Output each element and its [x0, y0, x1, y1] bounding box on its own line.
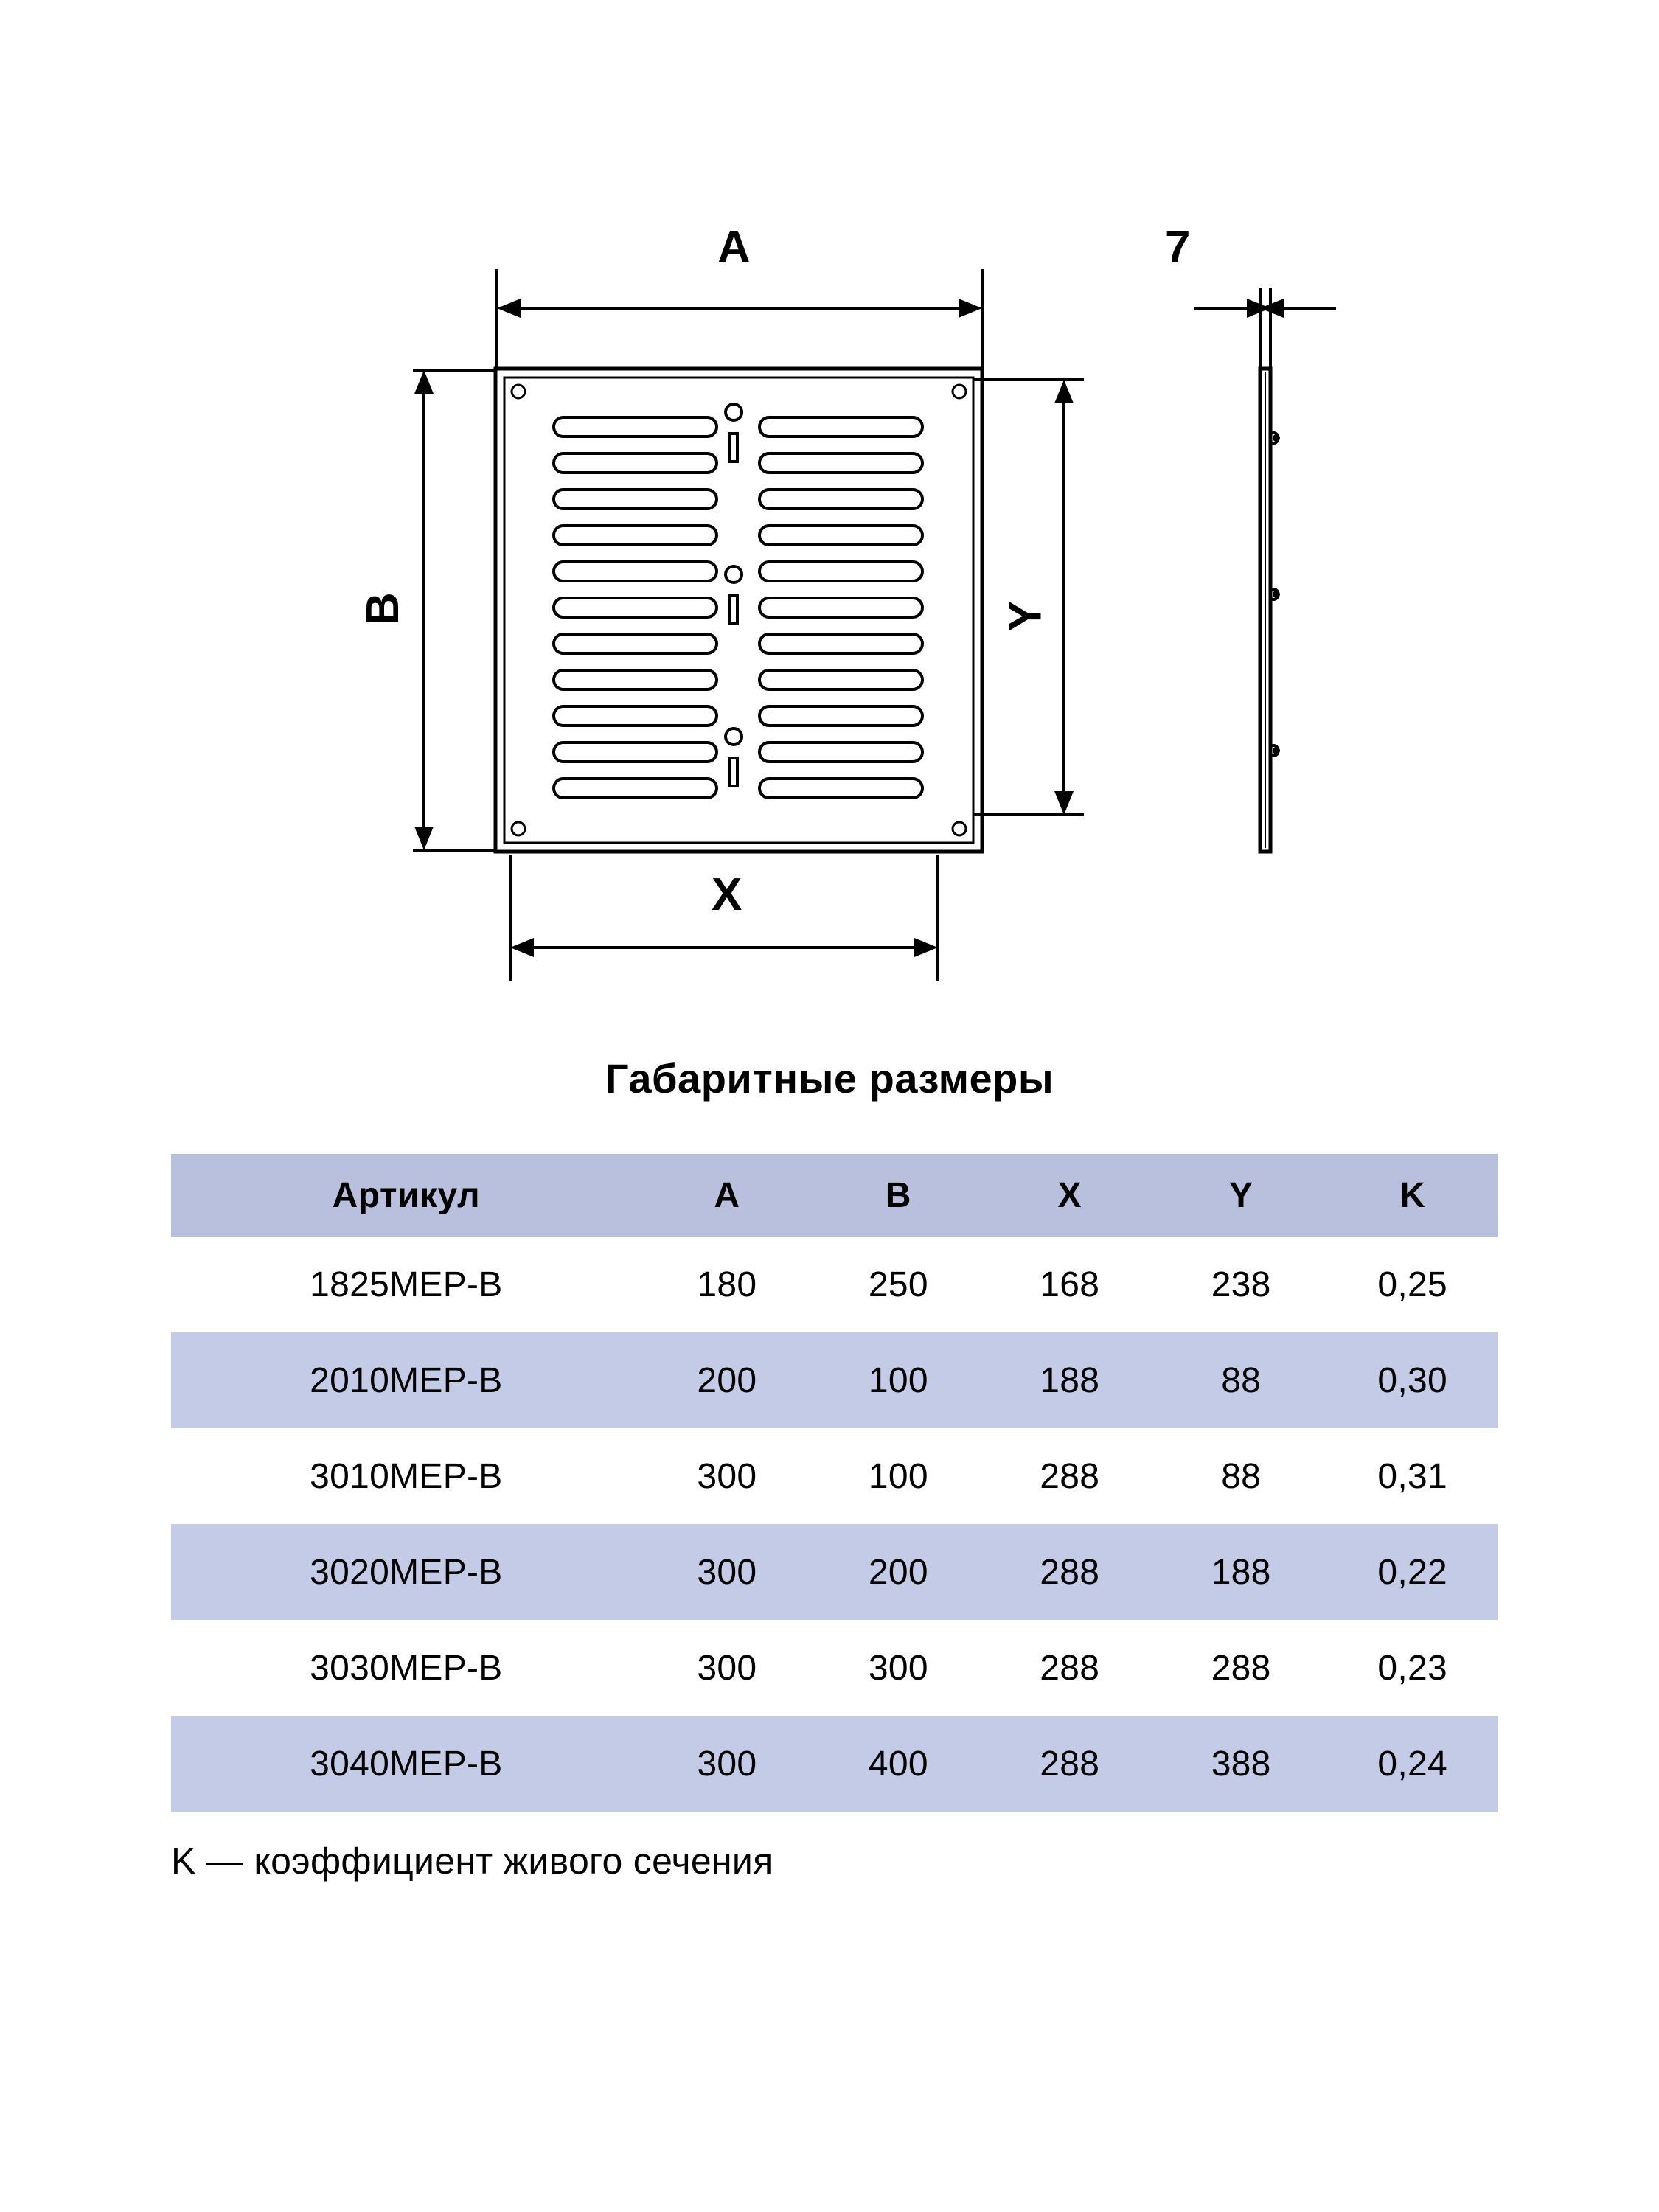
cell-y: 238	[1155, 1237, 1326, 1332]
table-header-article: Артикул	[171, 1154, 641, 1237]
dimension-y	[973, 380, 1084, 815]
cell-article: 3010МЕР-В	[171, 1428, 641, 1524]
table-row	[171, 1716, 1498, 1812]
cell-b: 100	[813, 1428, 984, 1524]
dimension-label-thickness: 7	[1165, 222, 1191, 273]
dimension-label-x: X	[712, 869, 742, 920]
cell-b: 200	[813, 1524, 984, 1620]
dimension-label-y: Y	[1000, 600, 1051, 632]
dimension-thickness	[1194, 288, 1336, 369]
table-row	[171, 1332, 1498, 1428]
table-note: K — коэффициент живого сечения	[171, 1840, 773, 1882]
cell-article: 1825МЕР-В	[171, 1237, 641, 1332]
cell-b: 400	[813, 1716, 984, 1812]
table-row	[171, 1237, 1498, 1332]
cell-y: 288	[1155, 1620, 1326, 1716]
cell-x: 288	[984, 1524, 1155, 1620]
table-row	[171, 1524, 1498, 1620]
cell-k: 0,22	[1326, 1524, 1498, 1620]
cell-k: 0,24	[1326, 1716, 1498, 1812]
table-header-b: B	[813, 1154, 984, 1237]
cell-b: 250	[813, 1237, 984, 1332]
table-header-k: K	[1326, 1154, 1498, 1237]
cell-article: 3020МЕР-В	[171, 1524, 641, 1620]
front-view-grille	[495, 369, 982, 852]
cell-a: 300	[641, 1620, 813, 1716]
cell-a: 300	[641, 1524, 813, 1620]
table-row	[171, 1620, 1498, 1716]
side-view-profile	[1260, 369, 1280, 852]
table-header-row	[171, 1154, 1498, 1237]
cell-a: 200	[641, 1332, 813, 1428]
dimensions-table	[171, 1154, 1498, 1812]
table-header-x: X	[984, 1154, 1155, 1237]
drawing-svg	[0, 0, 1659, 1018]
dimension-label-a: A	[717, 222, 751, 273]
cell-article: 2010МЕР-В	[171, 1332, 641, 1428]
dimension-b	[413, 370, 495, 850]
cell-x: 288	[984, 1428, 1155, 1524]
page-title: Габаритные размеры	[605, 1055, 1054, 1102]
cell-k: 0,31	[1326, 1428, 1498, 1524]
cell-x: 288	[984, 1620, 1155, 1716]
table-header-a: A	[641, 1154, 813, 1237]
cell-y: 88	[1155, 1428, 1326, 1524]
cell-a: 300	[641, 1428, 813, 1524]
cell-k: 0,25	[1326, 1237, 1498, 1332]
cell-k: 0,23	[1326, 1620, 1498, 1716]
cell-x: 188	[984, 1332, 1155, 1428]
cell-b: 300	[813, 1620, 984, 1716]
cell-article: 3030МЕР-В	[171, 1620, 641, 1716]
cell-y: 388	[1155, 1716, 1326, 1812]
cell-a: 180	[641, 1237, 813, 1332]
cell-k: 0,30	[1326, 1332, 1498, 1428]
cell-x: 168	[984, 1237, 1155, 1332]
cell-article: 3040МЕР-В	[171, 1716, 641, 1812]
cell-y: 88	[1155, 1332, 1326, 1428]
cell-y: 188	[1155, 1524, 1326, 1620]
table-row	[171, 1428, 1498, 1524]
dimension-a	[497, 269, 982, 369]
dimension-label-b: B	[358, 591, 409, 626]
cell-b: 100	[813, 1332, 984, 1428]
cell-a: 300	[641, 1716, 813, 1812]
table-header-y: Y	[1155, 1154, 1326, 1237]
cell-x: 288	[984, 1716, 1155, 1812]
technical-drawing	[0, 0, 1659, 1018]
